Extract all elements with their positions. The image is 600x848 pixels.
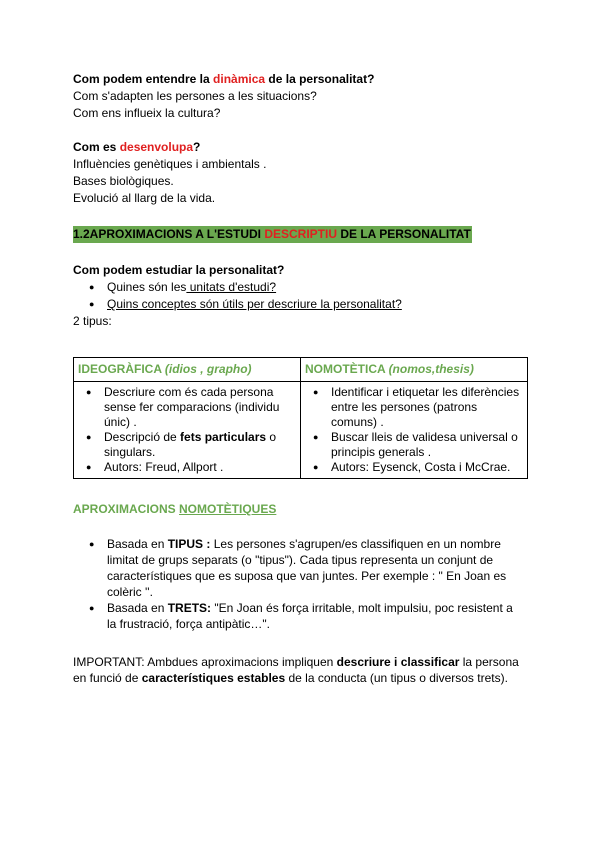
text-line: Bases biològiques. [73, 174, 174, 188]
list-item [73, 296, 533, 313]
link-unitats[interactable]: unitats d'estudi? [186, 280, 277, 294]
table-header-row [74, 358, 528, 382]
nomothetic-heading: APROXIMACIONS NOMOTÈTIQUES [73, 502, 277, 516]
study-bullets [73, 279, 533, 313]
important-paragraph: IMPORTANT: Ambdues aproximacions impliquen descriure i classificar la persona en funció de característiques estables de la conducta (un tipus o diversos trets). [73, 655, 519, 685]
nomothetic-bullets [73, 536, 523, 632]
highlight-descriptiu: DESCRIPTIU [264, 227, 338, 241]
highlight-desenvolupa: desenvolupa [119, 140, 194, 154]
list-item: ● Basada en TRETS: "En Joan és força irritable, molt impulsiu, poc resistent a la frustració, força antipàtic…". [73, 600, 523, 632]
list-item: ● Basada en TIPUS : Les persones s'agrupen/es classifiquen en un nombre limitat de grups separats (o "tipus"). Cada tipus representa un conjunt de característiques que es suposa que van juntes. Per exemple : " En Joan es colèric ''. [73, 536, 523, 600]
section-heading: 1.2APROXIMACIONS A L'ESTUDI DESCRIPTIU DE LA PERSONALITAT [73, 227, 471, 241]
question-dynamics: Com podem entendre la dinàmica de la personalitat? [73, 72, 375, 86]
highlight-dinamica: dinàmica [213, 72, 266, 86]
text-line: Com s'adapten les persones a les situacions? [73, 89, 317, 103]
list-item: ● Descripció de fets particulars o singulars. [78, 430, 296, 460]
link-conceptes[interactable]: Quins conceptes són útils per descriure la personalitat? [107, 297, 402, 311]
list-item: ● Identificar i etiquetar les diferències entre les persones (patrons comuns) . [305, 385, 523, 430]
table-row [74, 382, 528, 479]
document-page [73, 71, 533, 686]
header-nomotetica: NOMOTÈTICA (nomos,thesis) [301, 358, 528, 382]
comparison-table [73, 357, 528, 479]
study-question: Com podem estudiar la personalitat? [73, 263, 285, 277]
list-item: ● Buscar lleis de validesa universal o principis generals . [305, 430, 523, 460]
cell-nomotetica [301, 382, 528, 479]
list-item: ● Descriure com és cada persona sense fer comparacions (individu únic) . [78, 385, 296, 430]
text-line: Evolució al llarg de la vida. [73, 191, 216, 205]
list-item: ● Autors: Eysenck, Costa i McCrae. [305, 460, 523, 475]
header-ideografica: IDEOGRÀFICA (idios , grapho) [74, 358, 301, 382]
list-item: ● Autors: Freud, Allport . [78, 460, 296, 475]
cell-ideografica [74, 382, 301, 479]
types-line: 2 tipus: [73, 314, 112, 328]
text-line: Com ens influeix la cultura? [73, 106, 221, 120]
text-line: Influències genètiques i ambientals . [73, 157, 267, 171]
list-item: ● Quines són les unitats d'estudi? [73, 279, 533, 296]
question-development: Com es desenvolupa? [73, 140, 201, 154]
